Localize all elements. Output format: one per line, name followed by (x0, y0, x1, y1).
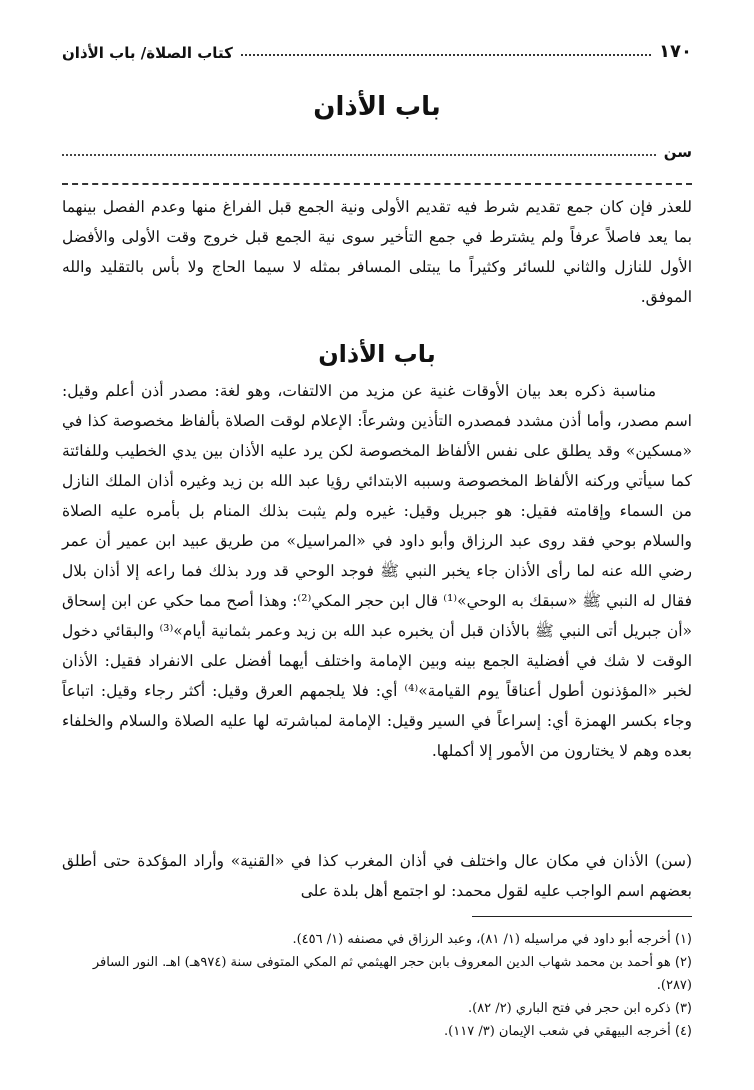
footnote-2 (62, 951, 692, 997)
footnote-number: (٢) (674, 955, 692, 970)
book-page (62, 0, 692, 1090)
commentary-paragraph-3: (سن) الأذان في مكان عال واختلف في أذان المغرب كذا في «القنية» وأراد المؤكدة حتى أطلق بعضهم اسم الواجب عليه لقول محمد: لو اجتمع أهل بلدة على (62, 852, 692, 900)
matn-dotted-leader (62, 154, 656, 156)
footnote-text: أخرجه البيهقي في شعب الإيمان (٣/ ١١٧). (444, 1024, 671, 1039)
matn-label: سن (663, 143, 692, 161)
footnote-3 (62, 997, 692, 1020)
footnote-number: (٣) (674, 1001, 692, 1016)
chapter-title: باب الأذان (313, 92, 441, 122)
commentary-paragraph-1: للعذر فإن كان جمع تقديم شرط فيه تقديم الأولى ونية الجمع قبل الفراغ منها وعدم الفصل بينهما بما يعد فاصلاً عرفاً ولم يشترط في جمع التأخير سوى نية الجمع قبل خروج وقت الأولى والأفضل الأول للنازل والثاني للسائر وكثيراً ما يبتلى المسافر بمثله لا سيما الحاج ولا بأس بالتقليد والله الموفق. (62, 198, 692, 306)
header-dotted-leader (241, 54, 651, 56)
running-header (62, 34, 692, 62)
commentary-paragraph-2: مناسبة ذكره بعد بيان الأوقات غنية عن مزيد من الالتفات، وهو لغة: مصدر أذن أعلم وقيل: اسم مصدر، وأما أذن مشدد فمصدره التأذين وشرعاً: الإعلام لوقت الصلاة بألفاظ مخصوصة كذا في «مسكين» وقد يطلق على نفس الألفاظ المخصوصة لكن يرد عليه الأذان بين يدي الخطيب وللفائتة كما سيأتي وركنه الألفاظ المخصوصة وسببه الابتدائي رؤيا عبد الله بن زيد وغيره أذان الملك النازل من السماء وإقامته فقيل: هو جبريل وقيل: غيره ولم يثبت بذلك المنام بل بأمره عليه الصلاة والسلام بوحي فقد روى عبد الرزاق وأبو داود في «المراسيل» من طريق عبيد ابن عمير أن عمر رضي الله عنه لما رأى الأذان جاء يخبر النبي ﷺ فوجد الوحي قد ورد بذلك فما راعه إلا أذان بلال فقال له النبي ﷺ «سبقك به الوحي»⁽¹⁾ قال ابن حجر المكي⁽²⁾: وهذا أصح مما حكي عن ابن إسحاق «أن جبريل أتى النبي ﷺ بالأذان قبل أن يخبره عبد الله بن زيد وعمر بثمانية أيام»⁽³⁾ والبقائي دخول الوقت لا شك في أفضلية الجمع بينه وبين الإمامة واختلف أيهما أفضل على الانفراد فقيل: الأذان لخبر «المؤذنون أطول أعناقاً يوم القيامة»⁽⁴⁾ أي: فلا يلجمهم العرق وقيل: أكثر رجاء وقيل: اتباعاً وجاء بكسر الهمزة أي: إسراعاً في السير وقيل: الإمامة لمباشرته لها عليه الصلاة والسلام والخلفاء بعده وهم لا يختارون من الأمور إلا أكملها. (62, 382, 692, 760)
footnote-text: أخرجه أبو داود في مراسيله (١/ ٨١)، وعبد الرزاق في مصنفه (١/ ٤٥٦). (292, 932, 671, 947)
section-title: باب الأذان (318, 340, 436, 368)
footnote-number: (٤) (674, 1024, 692, 1039)
footnote-text: ذكره ابن حجر في فتح الباري (٢/ ٨٢). (467, 1001, 671, 1016)
footnote-1 (62, 928, 692, 951)
footnote-number: (١) (674, 932, 692, 947)
running-title: كتاب الصلاة/ باب الأذان (62, 44, 233, 62)
dashed-separator (62, 183, 692, 185)
page-number: ١٧٠ (659, 41, 692, 62)
footnote-4 (62, 1020, 692, 1043)
matn-line (62, 143, 692, 161)
footnotes (62, 928, 692, 1043)
footnote-text: هو أحمد بن محمد شهاب الدين المعروف بابن حجر الهيثمي ثم المكي المتوفى سنة (٩٧٤هـ) اهـ. النور السافر (٢٨٧). (92, 955, 692, 993)
footnote-separator (472, 916, 692, 917)
